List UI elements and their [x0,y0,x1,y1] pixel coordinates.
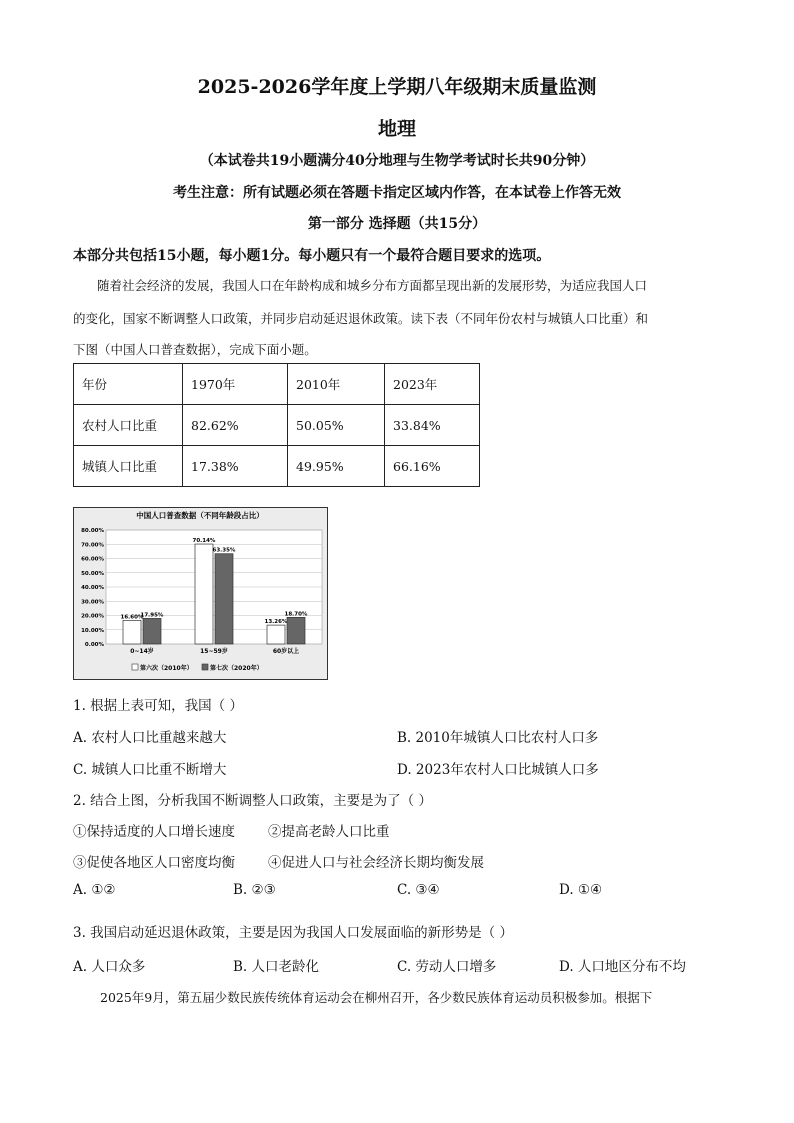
passage-line: 下图（中国人口普查数据），完成下面小题。 [73,342,317,357]
table-cell: 49.95% [288,446,385,487]
y-tick-label: 80.00% [81,528,104,534]
chart-title: 中国人口普查数据（不同年龄段占比） [136,511,264,520]
bar [195,544,213,644]
table-header-cell: 1970年 [183,364,288,405]
table-row [74,405,480,446]
table-header-cell: 2023年 [385,364,480,405]
option-a: A. ①② [73,882,116,898]
data-label: 70.14% [192,538,216,545]
option-c: C. 劳动人口增多 [397,959,497,975]
exam-title: 2025-2026学年度上学期八年级期末质量监测 [197,76,597,98]
y-tick-label: 70.00% [81,542,104,549]
table-header-cell: 年份 [74,364,183,405]
passage-line: 的变化，国家不断调整人口政策，并同步启动延迟退休政策。读下表（不同年份农村与城镇人口比重）和 [73,311,649,326]
statement: ③促使各地区人口密度均衡 [73,855,235,871]
table-row [74,446,480,487]
x-tick-label: 15~59岁 [200,648,228,655]
table-cell: 66.16% [385,446,480,487]
next-passage-line: 2025年9月，第五届少数民族传统体育运动会在柳州召开，各少数民族体育运动员积极参加。根据下 [100,990,653,1005]
option-d: D. 2023年农村人口比城镇人口多 [397,762,599,778]
population-table [73,363,480,487]
y-tick-label: 40.00% [81,585,104,591]
statement: ①保持适度的人口增长速度 [73,824,235,840]
option-b: B. 人口老龄化 [233,959,320,975]
legend-label: 第六次（2010年） [140,665,193,672]
question-stem: 1. 根据上表可知，我国（ ） [73,698,243,714]
y-tick-label: 30.00% [81,599,104,606]
option-a: A. 农村人口比重越来越大 [73,730,227,746]
table-cell: 城镇人口比重 [74,446,183,487]
data-label: 18.70% [284,611,308,618]
option-d: D. ①④ [559,882,603,898]
table-cell: 50.05% [288,405,385,446]
passage-line: 随着社会经济的发展，我国人口在年龄构成和城乡分布方面都呈现出新的发展形势，为适应我国人口 [97,278,648,293]
exam-info: （本试卷共19小题满分40分地理与生物学考试时长共90分钟） [199,153,595,169]
bar [267,625,285,644]
option-b: B. ②③ [233,882,276,898]
question-stem: 2. 结合上图，分析我国不断调整人口政策，主要是为了（ ） [73,793,432,809]
option-d: D. 人口地区分布不均 [559,959,686,975]
statement: ④促进人口与社会经济长期均衡发展 [268,855,484,871]
section-instructions: 本部分共包括15小题，每小题1分。每小题只有一个最符合题目要求的选项。 [73,248,551,264]
legend-swatch [202,664,208,670]
y-tick-label: 20.00% [81,613,104,620]
legend-swatch [132,664,138,670]
data-label: 13.26% [264,619,288,626]
data-label: 16.60% [120,614,144,621]
statement: ②提高老龄人口比重 [268,824,390,840]
census-bar-chart [74,508,327,679]
census-chart [73,507,328,680]
table-cell: 33.84% [385,405,480,446]
table-cell: 17.38% [183,446,288,487]
section-heading: 第一部分 选择题（共15分） [307,216,487,232]
bar [287,617,305,644]
x-tick-label: 0~14岁 [130,648,154,655]
bar [215,554,233,644]
option-c: C. ③④ [397,882,440,898]
legend-label: 第七次（2020年） [210,665,263,672]
data-label: 17.95% [140,612,164,619]
table-header-row [74,364,480,405]
y-tick-label: 50.00% [81,570,104,577]
subject-title: 地理 [377,118,416,140]
table-cell: 82.62% [183,405,288,446]
y-tick-label: 60.00% [81,556,104,563]
x-tick-label: 60岁以上 [272,648,300,655]
data-label: 63.35% [212,547,236,554]
table-cell: 农村人口比重 [74,405,183,446]
option-a: A. 人口众多 [73,959,146,975]
y-tick-label: 10.00% [81,627,104,634]
option-c: C. 城镇人口比重不断增大 [73,762,227,778]
table-header-cell: 2010年 [288,364,385,405]
bar [123,620,141,644]
bar [143,618,161,644]
exam-notice: 考生注意：所有试题必须在答题卡指定区域内作答，在本试卷上作答无效 [173,185,621,201]
question-stem: 3. 我国启动延迟退休政策，主要是因为我国人口发展面临的新形势是（ ） [73,925,513,941]
option-b: B. 2010年城镇人口比农村人口多 [397,730,599,746]
y-tick-label: 0.00% [84,642,104,648]
